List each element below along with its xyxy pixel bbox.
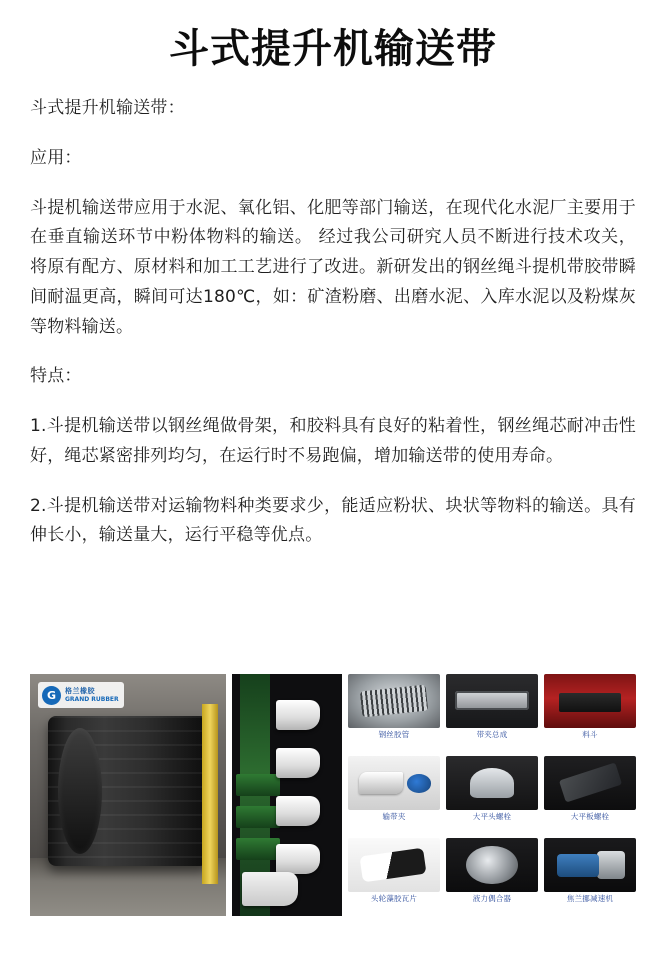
bucket-white-3 <box>276 796 320 826</box>
bucket-green-2 <box>236 806 280 828</box>
application-body: 斗提机输送带应用于水泥、氧化铝、化肥等部门输送，在现代化水泥厂主要用于在垂直输送环节中粉体物料的输送。 经过我公司研究人员不断进行技术攻关，将原有配方、原材料和加工工艺进行了改进。新研发出的钢丝绳斗提机带胶带瞬间耐温更高，瞬间可达180℃，如：矿渣粉磨、出磨水泥、入库水泥以及粉煤灰等物料输送。 <box>30 197 636 337</box>
part-caption: 大平头螺栓 <box>472 812 512 821</box>
bucket-white-2 <box>276 748 320 778</box>
bucket-white-4 <box>276 844 320 874</box>
part-item <box>446 674 538 752</box>
part-item <box>544 756 636 834</box>
part-item <box>446 838 538 916</box>
part-caption: 大平板螺栓 <box>570 812 610 821</box>
pulley-rubber-lagging-thumb <box>348 838 440 892</box>
elevator-buckets-photo <box>232 674 342 916</box>
belt-roll-texture <box>48 716 208 866</box>
document-page <box>0 26 666 956</box>
brand-logo-mark: G <box>42 686 61 705</box>
yellow-post <box>202 704 218 884</box>
part-item <box>446 756 538 834</box>
part-caption: 头轮藻胶瓦片 <box>370 894 418 903</box>
part-item <box>544 674 636 752</box>
feature-item-1: 1.斗提机输送带以钢丝绳做骨架，和胶料具有良好的粘着性，钢丝绳芯耐冲击性好，绳芯紧密排列均匀，在运行时不易跑偏，增加输送带的使用寿命。 <box>30 416 636 466</box>
part-item <box>544 838 636 916</box>
section-heading-application: 应用： <box>30 147 82 168</box>
section-heading-features: 特点： <box>30 366 82 387</box>
part-caption: 带夹总成 <box>476 730 508 739</box>
brand-name-cn: 格兰橡胶 <box>65 687 95 696</box>
part-caption: 焦兰挪减速机 <box>566 894 614 903</box>
brand-watermark <box>38 682 124 708</box>
part-caption: 液力偶合器 <box>472 894 512 903</box>
gear-reducer-motor-thumb <box>544 838 636 892</box>
page-title: 斗式提升机输送带 <box>169 26 497 72</box>
part-item <box>348 674 440 752</box>
belt-clamp-assembly-thumb <box>446 674 538 728</box>
flat-head-bolt-thumb <box>446 756 538 810</box>
belt-roll <box>48 716 208 866</box>
parts-thumbnail-grid <box>348 674 636 916</box>
part-caption: 输带夹 <box>382 812 406 821</box>
flat-plate-bolt-thumb <box>544 756 636 810</box>
part-item <box>348 756 440 834</box>
bucket-green-3 <box>236 838 280 860</box>
bucket-green-1 <box>236 774 280 796</box>
part-caption: 料斗 <box>582 730 598 739</box>
bucket-white-5 <box>242 872 298 906</box>
brand-logo-text <box>65 687 119 703</box>
conveyor-belt-roll-photo <box>30 674 226 916</box>
brand-name-en: GRAND RUBBER <box>65 695 119 703</box>
part-caption: 钢丝胶管 <box>378 730 410 739</box>
hopper-thumb <box>544 674 636 728</box>
part-item <box>348 838 440 916</box>
product-image-gallery <box>30 674 636 916</box>
feature-item-2: 2.斗提机输送带对运输物料种类要求少，能适应粉状、块状等物料的输送。具有伸长小，输送量大，运行平稳等优点。 <box>30 495 636 546</box>
fluid-coupler-thumb <box>446 838 538 892</box>
steel-cord-hose-thumb <box>348 674 440 728</box>
factory-floor <box>30 858 226 916</box>
intro-line: 斗式提升机输送带： <box>30 98 185 118</box>
bucket-white-1 <box>276 700 320 730</box>
belt-clip-thumb <box>348 756 440 810</box>
